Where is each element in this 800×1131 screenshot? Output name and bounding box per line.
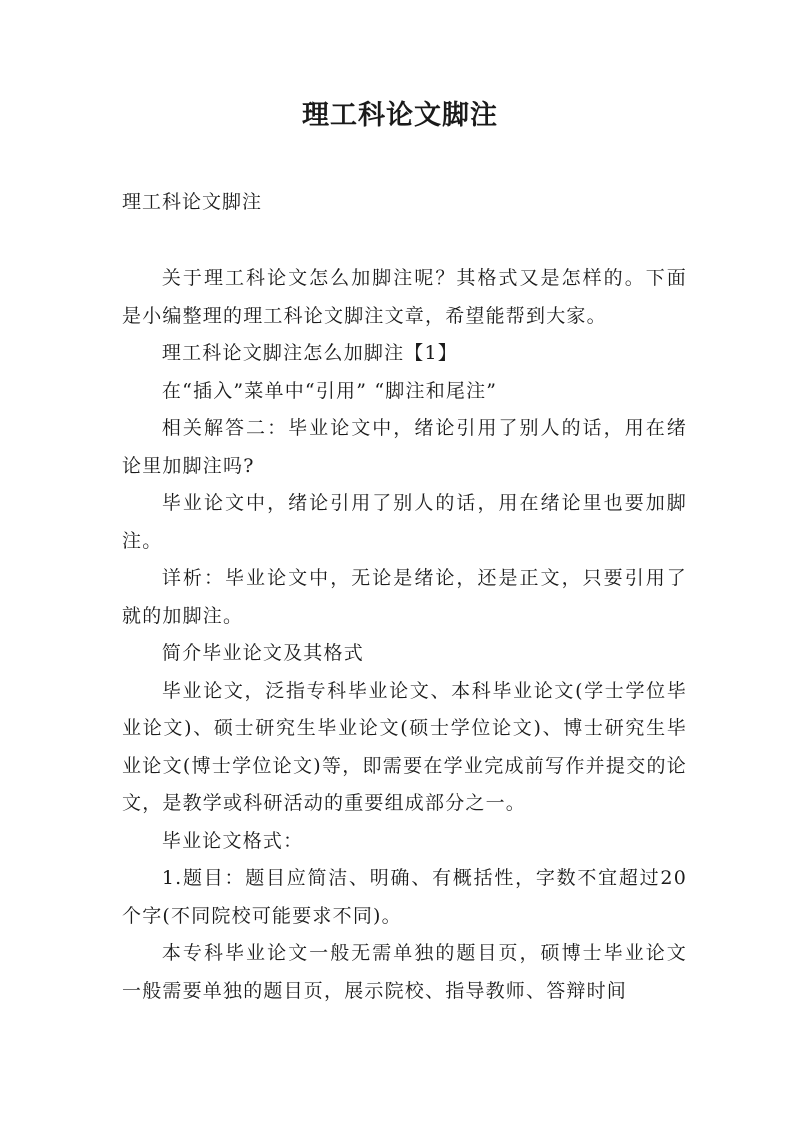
paragraph: 关于理工科论文怎么加脚注呢？其格式又是怎样的。下面是小编整理的理工科论文脚注文章，希望能帮到大家。 xyxy=(122,267,687,327)
document-body xyxy=(122,260,687,1010)
paragraph: 本专科毕业论文一般无需单独的题目页，硕博士毕业论文一般需要单独的题目页，展示院校、指导教师、答辩时间 xyxy=(122,942,687,1002)
paragraph: 理工科论文脚注怎么加脚注【1】 xyxy=(161,342,458,364)
paragraph: 毕业论文，泛指专科毕业论文、本科毕业论文(学士学位毕业论文)、硕士研究生毕业论文(硕士学位论文)、博士研究生毕业论文(博士学位论文)等，即需要在学业完成前写作并提交的论文，是教学或科研活动的重要组成部分之一。 xyxy=(122,679,687,814)
page-title: 理工科论文脚注 xyxy=(302,100,498,131)
paragraph: 在“插入”菜单中“引用” “脚注和尾注” xyxy=(161,379,498,402)
paragraph: 简介毕业论文及其格式 xyxy=(161,642,364,664)
paragraph: 详析：毕业论文中，无论是绪论，还是正文，只要引用了就的加脚注。 xyxy=(122,567,687,627)
paragraph: 1.题目：题目应简洁、明确、有概括性，字数不宜超过20个字(不同院校可能要求不同)。 xyxy=(122,867,687,927)
paragraph: 毕业论文中，绪论引用了别人的话，用在绪论里也要加脚注。 xyxy=(122,492,687,552)
paragraph: 相关解答二：毕业论文中，绪论引用了别人的话，用在绪论里加脚注吗? xyxy=(122,417,687,477)
paragraph: 毕业论文格式： xyxy=(161,829,304,852)
document-subtitle: 理工科论文脚注 xyxy=(122,191,263,213)
